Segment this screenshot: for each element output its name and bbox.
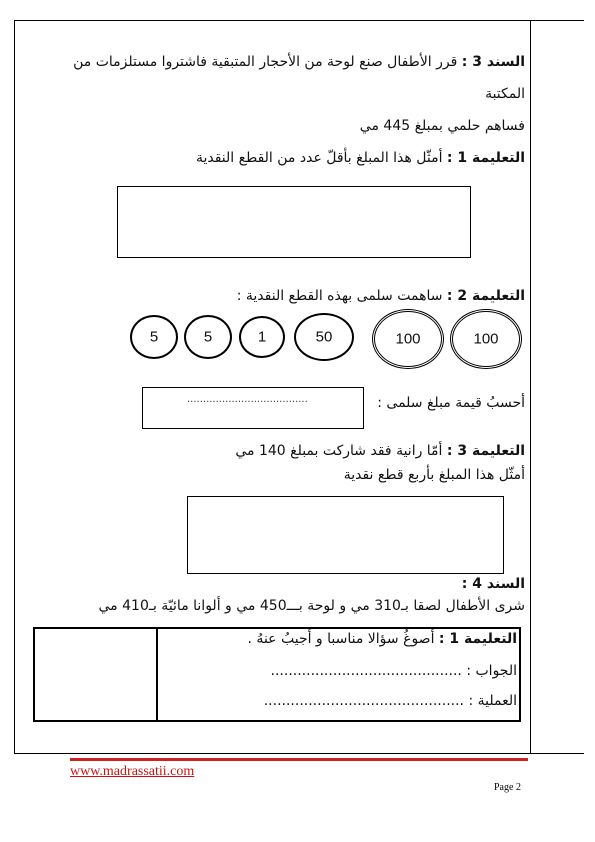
coin-1 bbox=[239, 316, 285, 358]
instr3-answer-box[interactable] bbox=[187, 496, 504, 574]
instr1-text: أمثّل هذا المبلغ بأقلّ عدد من القطع النقدية bbox=[195, 150, 443, 166]
table-operation-line[interactable] bbox=[264, 693, 517, 709]
coin-100-a bbox=[372, 309, 444, 369]
instr3-text-1: أمّا رانية فقد شاركت بمبلغ 140 مي bbox=[235, 443, 443, 459]
instr2-compute: أحسبُ قيمة مبلغ سلمى : bbox=[377, 395, 525, 411]
table-answer-line[interactable] bbox=[271, 663, 517, 679]
instr2-line bbox=[237, 288, 525, 304]
sanad3-text-1: قرر الأطفال صنع لوحة من الأحجار المتبقية فاشتروا مستلزمات من bbox=[73, 54, 458, 70]
instr1-label: التعليمة 1 : bbox=[446, 150, 525, 166]
coin-5-b bbox=[184, 315, 232, 359]
sanad3-line2: المكتبة bbox=[485, 86, 525, 102]
instr3-label: التعليمة 3 : bbox=[446, 443, 525, 459]
instr1-line bbox=[196, 150, 525, 166]
coin-100-b bbox=[450, 309, 522, 369]
coin-50 bbox=[294, 313, 354, 361]
frame-top-line bbox=[14, 20, 584, 21]
sanad3-line3: فساهم حلمي بمبلغ 445 مي bbox=[359, 118, 525, 134]
table-operation-label: العملية : bbox=[468, 693, 517, 709]
sanad3-label: السند 3 : bbox=[461, 54, 525, 70]
page-number: Page 2 bbox=[494, 782, 521, 793]
sanad4-text: شرى الأطفال لصقا بـ310 مي و لوحة بـــ450 مي و ألوانا مائيّة بـ410 مي bbox=[98, 598, 525, 614]
table-instr-line bbox=[248, 631, 517, 647]
sanad3-line1 bbox=[73, 54, 525, 70]
coin-100-b-value: 100 bbox=[473, 330, 499, 348]
coin-1-value: 1 bbox=[257, 328, 267, 346]
instr1-answer-box[interactable] bbox=[117, 186, 471, 258]
instr2-answer-box[interactable] bbox=[142, 387, 364, 429]
table-operation-dots: ............................................. bbox=[263, 693, 464, 709]
instr3-line2: أمثّل هذا المبلغ بأربع قطع نقدية bbox=[343, 467, 525, 483]
table-answer-label: الجواب : bbox=[466, 663, 517, 679]
sanad4-label: السند 4 : bbox=[461, 576, 525, 592]
instr3-line1 bbox=[235, 443, 525, 459]
instr2-dots: ...................................... bbox=[187, 394, 308, 405]
footer-divider bbox=[70, 758, 528, 761]
instr2-label: التعليمة 2 : bbox=[446, 288, 525, 304]
answer-table-main-cell bbox=[157, 628, 520, 721]
coin-5-a-value: 5 bbox=[149, 328, 159, 346]
frame-bottom-line bbox=[14, 753, 584, 754]
coin-5-b-value: 5 bbox=[203, 328, 213, 346]
table-instr-label: التعليمة 1 : bbox=[438, 631, 517, 647]
footer-website-link[interactable]: www.madrassatii.com bbox=[70, 764, 195, 779]
answer-table-blank-cell[interactable] bbox=[34, 628, 157, 721]
coin-50-value: 50 bbox=[315, 328, 333, 346]
margin-rule bbox=[530, 20, 531, 754]
coin-5-a bbox=[130, 315, 178, 359]
instr2-text: ساهمت سلمى بهذه القطع النقدية : bbox=[236, 288, 443, 304]
table-answer-dots: ........................................... bbox=[270, 663, 462, 679]
table-instr-text: أصوغُ سؤالا مناسبا و أجيبُ عنهُ . bbox=[247, 631, 435, 647]
frame-left-line bbox=[14, 20, 15, 754]
coin-100-a-value: 100 bbox=[395, 330, 421, 348]
answer-table bbox=[33, 627, 521, 722]
